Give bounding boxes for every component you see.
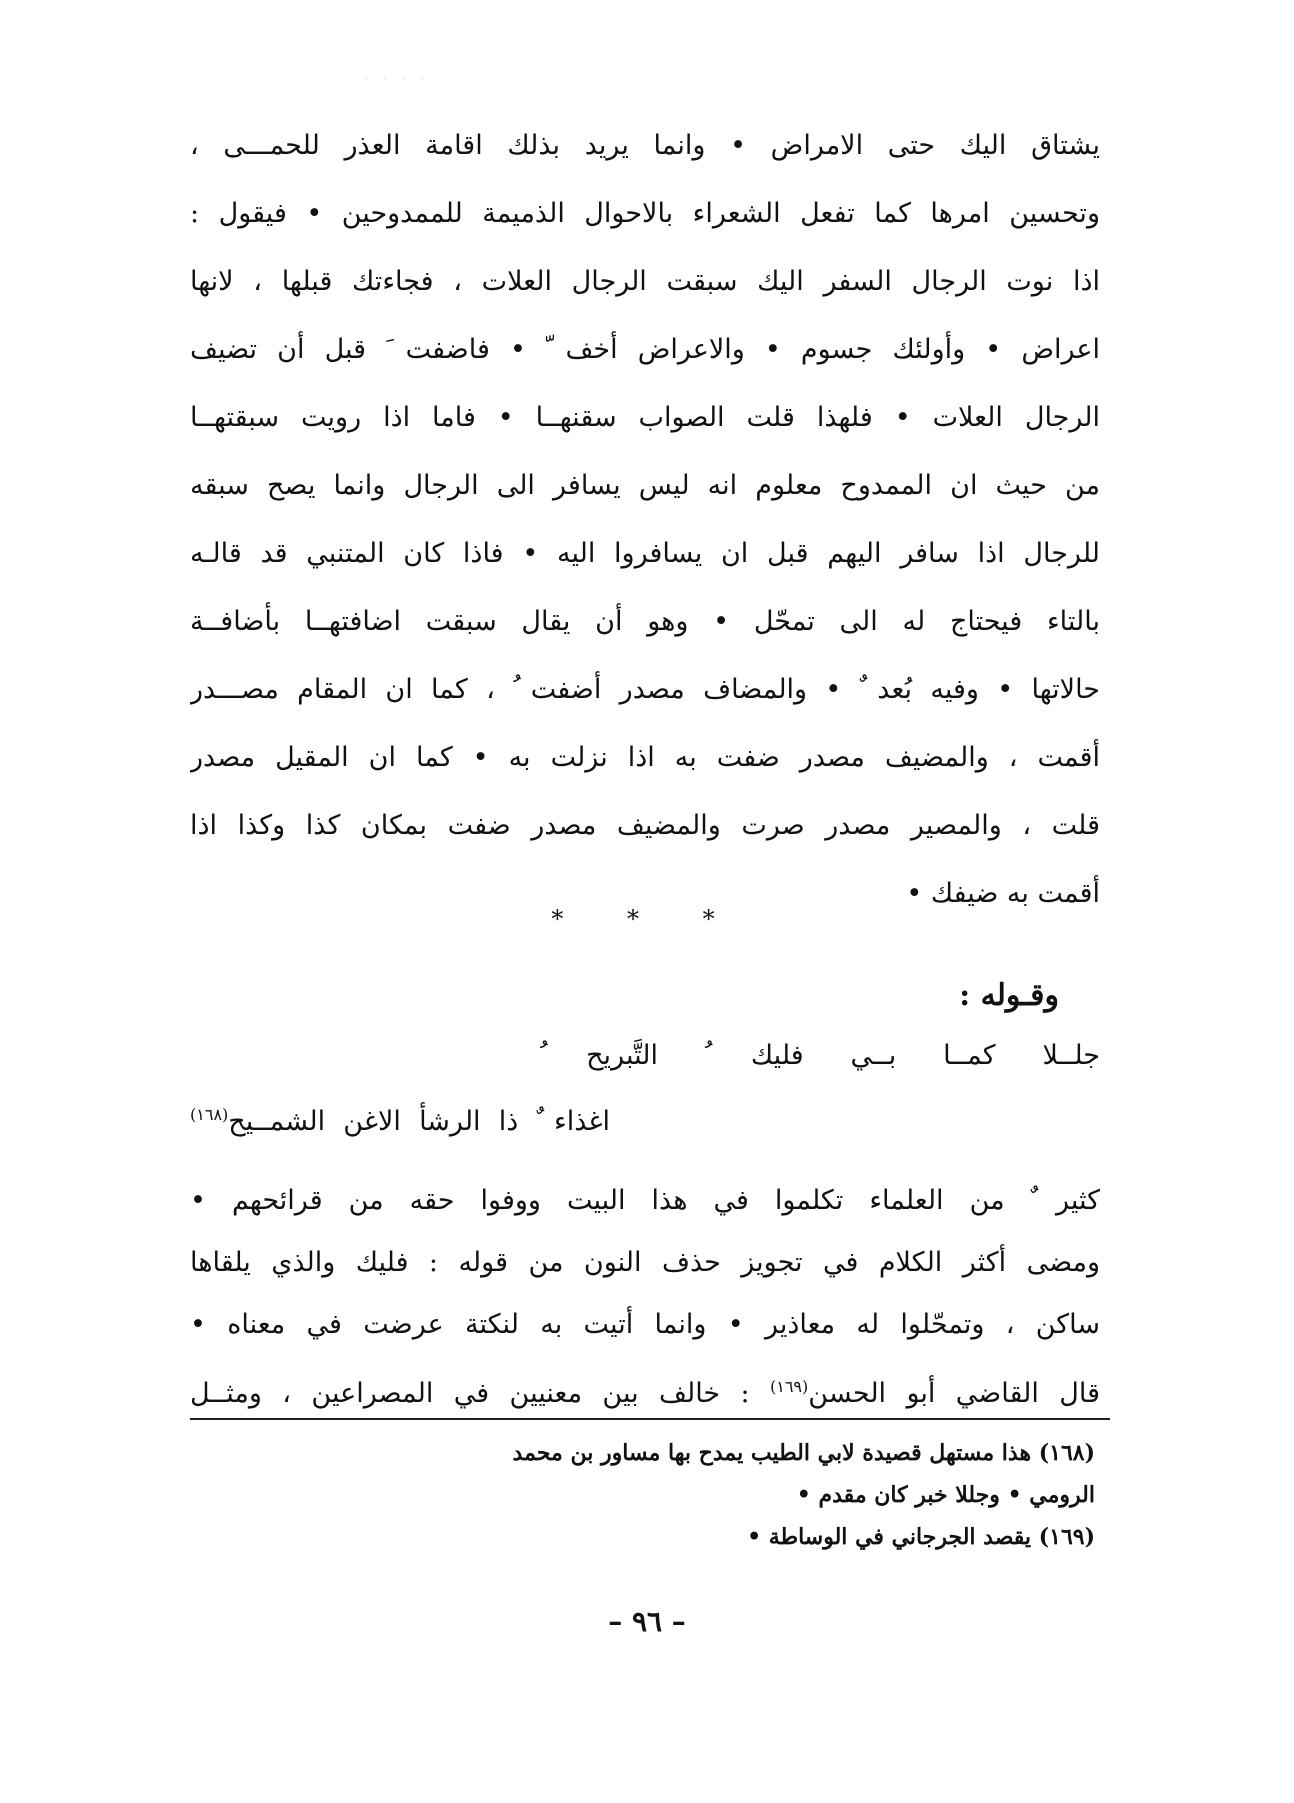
text-line: ومضى أكثر الكلام في تجويز حذف النون من قوله : فليك والذي يلقاها [190,1247,1100,1278]
text-line: حالاتها • وفيه بُعد ٌ • والمضاف مصدر أضفت ُ ، كما ان المقام مصـــدر [190,674,1100,705]
verse-second-hemistich [190,1105,610,1137]
footnote-168-line2: الرومي • وجللا خبر كان مقدم • [796,1482,1095,1508]
footnote-168-line1: (١٦٨) هذا مستهل قصيدة لابي الطيب يمدح بها مساور بن محمد [512,1440,1095,1466]
section-heading: وقـوله : [959,978,1059,1013]
page-number: – ٩٦ – [608,1605,686,1638]
text-line: قلت ، والمصير مصدر صرت والمضيف مصدر ضفت بمكان كذا وكذا اذا [190,810,1100,841]
commentary-paragraph [190,1170,1100,1418]
text-line: اذا نوت الرجال السفر اليك سبقت الرجال العلات ، فجاءتك قبلها ، لانها [190,266,1100,297]
text-line: ساكن ، وتمحّلوا له معاذير • وانما أتيت به لنكتة عرضت في معناه • [190,1309,1100,1340]
text-line: للرجال اذا سافر اليهم قبل ان يسافروا اليه • فاذا كان المتنبي قد قالـه [190,538,1100,569]
text-segment: قال القاضي أبو الحسن [808,1378,1100,1409]
text-line: من حيث ان الممدوح معلوم انه ليس يسافر الى الرجال وانما يصح سبقه [190,470,1100,501]
text-line: أقمت به ضيفك • [906,878,1100,909]
text-line: أقمت ، والمضيف مصدر ضفت به اذا نزلت به • كما ان المقيل مصدر [190,742,1100,773]
text-line [190,1356,1100,1418]
footnote-169: (١٦٩) يقصد الجرجاني في الوساطة • [747,1524,1095,1550]
footnote-divider [190,1418,1110,1420]
footnote-ref: (١٦٨) [190,1105,229,1124]
verse-first-hemistich: جلــلا كمــا بــي فليك ُ التَّبريح ُ [540,1040,1100,1071]
text-line: بالتاء فيحتاج له الى تمحّل • وهو أن يقال سبقت اضافتهــا بأضافــة [190,606,1100,637]
verse-text: اغذاء ٌ ذا الرشأ الاغن الشمــيح [228,1106,610,1137]
section-separator: * * * [551,905,743,933]
text-line: وتحسين امرها كما تفعل الشعراء بالاحوال الذميمة للممدوحين • فيقول : [190,198,1100,229]
footnote-ref: (١٦٩) [769,1377,809,1396]
main-paragraph [190,112,1100,928]
text-line: اعراض • وأولئك جسوم • والاعراض أخف ّ • فاضفت َ قبل أن تضيف [190,334,1100,365]
footnotes [190,1432,1095,1558]
text-line: يشتاق اليك حتى الامراض • وانما يريد بذلك اقامة العذر للحمـــى ، [190,130,1100,161]
text-line: الرجال العلات • فلهذا قلت الصواب سقنهــا • فاما اذا رويت سبقتهــا [190,402,1100,433]
scan-artifact: · · · · [365,74,430,85]
text-segment: : خالف بين معنيين في المصراعين ، ومثــل [190,1378,770,1409]
text-line: كثير ٌ من العلماء تكلموا في هذا البيت ووفوا حقه من قرائحهم • [190,1185,1100,1216]
